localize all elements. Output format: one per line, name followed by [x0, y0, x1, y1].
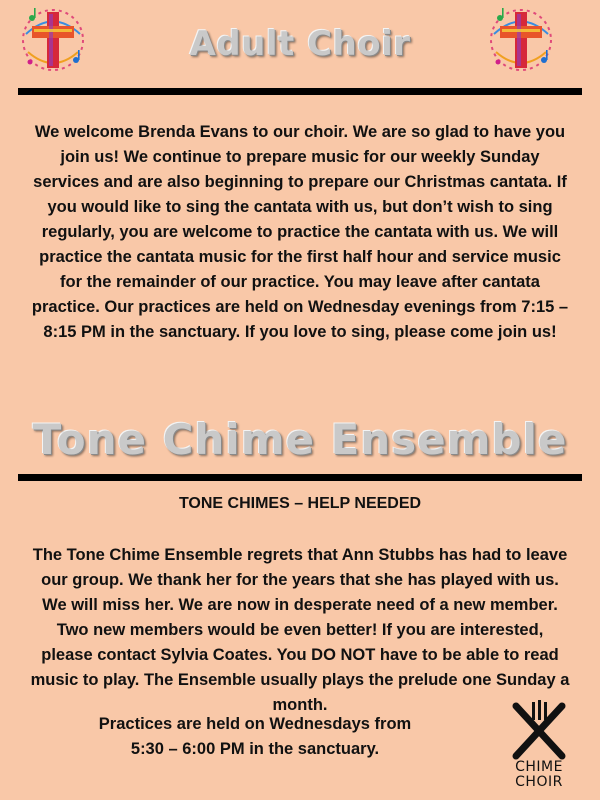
crossed-chimes-icon — [508, 700, 570, 760]
chime-choir-logo-text: CHIME CHOIR — [515, 759, 563, 790]
section-divider-bottom — [18, 474, 582, 481]
adult-choir-announcement: We welcome Brenda Evans to our choir. We are so glad to have you join us! We continue to prepare music for our weekly Sunday services and are also beginning to prepare our Christmas cantata. If you would like to sing the cantata with us, but don’t wish to sing regularly, you are welcome to practice the cantata with us. We will practice the cantata music for the first half hour and service music for the remainder of our practice. You may leave after cantata practice. Our practices are held on Wednesday evenings from 7:15 – 8:15 PM in the sanctuary. If you love to sing, please come join us! — [31, 123, 569, 341]
tone-chime-subheading: TONE CHIMES – HELP NEEDED — [178, 495, 422, 512]
tone-chime-heading: Tone Chime Ensemble — [32, 415, 568, 464]
tone-chime-practice-info: Practices are held on Wednesdays from 5:30 – 6:00 PM in the sanctuary. — [98, 715, 412, 758]
section-divider-top — [18, 88, 582, 95]
tone-chime-announcement: The Tone Chime Ensemble regrets that Ann Stubbs has had to leave our group. We thank her for the years that she has played with us. We will miss her. We are now in desperate need of a new member. Two new members would be even better! If you are interested, please contact Sylvia Coates. You DO NOT have to be able to read music to play. The Ensemble usually plays the prelude one Sunday a month. — [30, 546, 570, 714]
adult-choir-heading: Adult Choir — [189, 24, 411, 64]
chime-choir-logo — [494, 700, 584, 796]
